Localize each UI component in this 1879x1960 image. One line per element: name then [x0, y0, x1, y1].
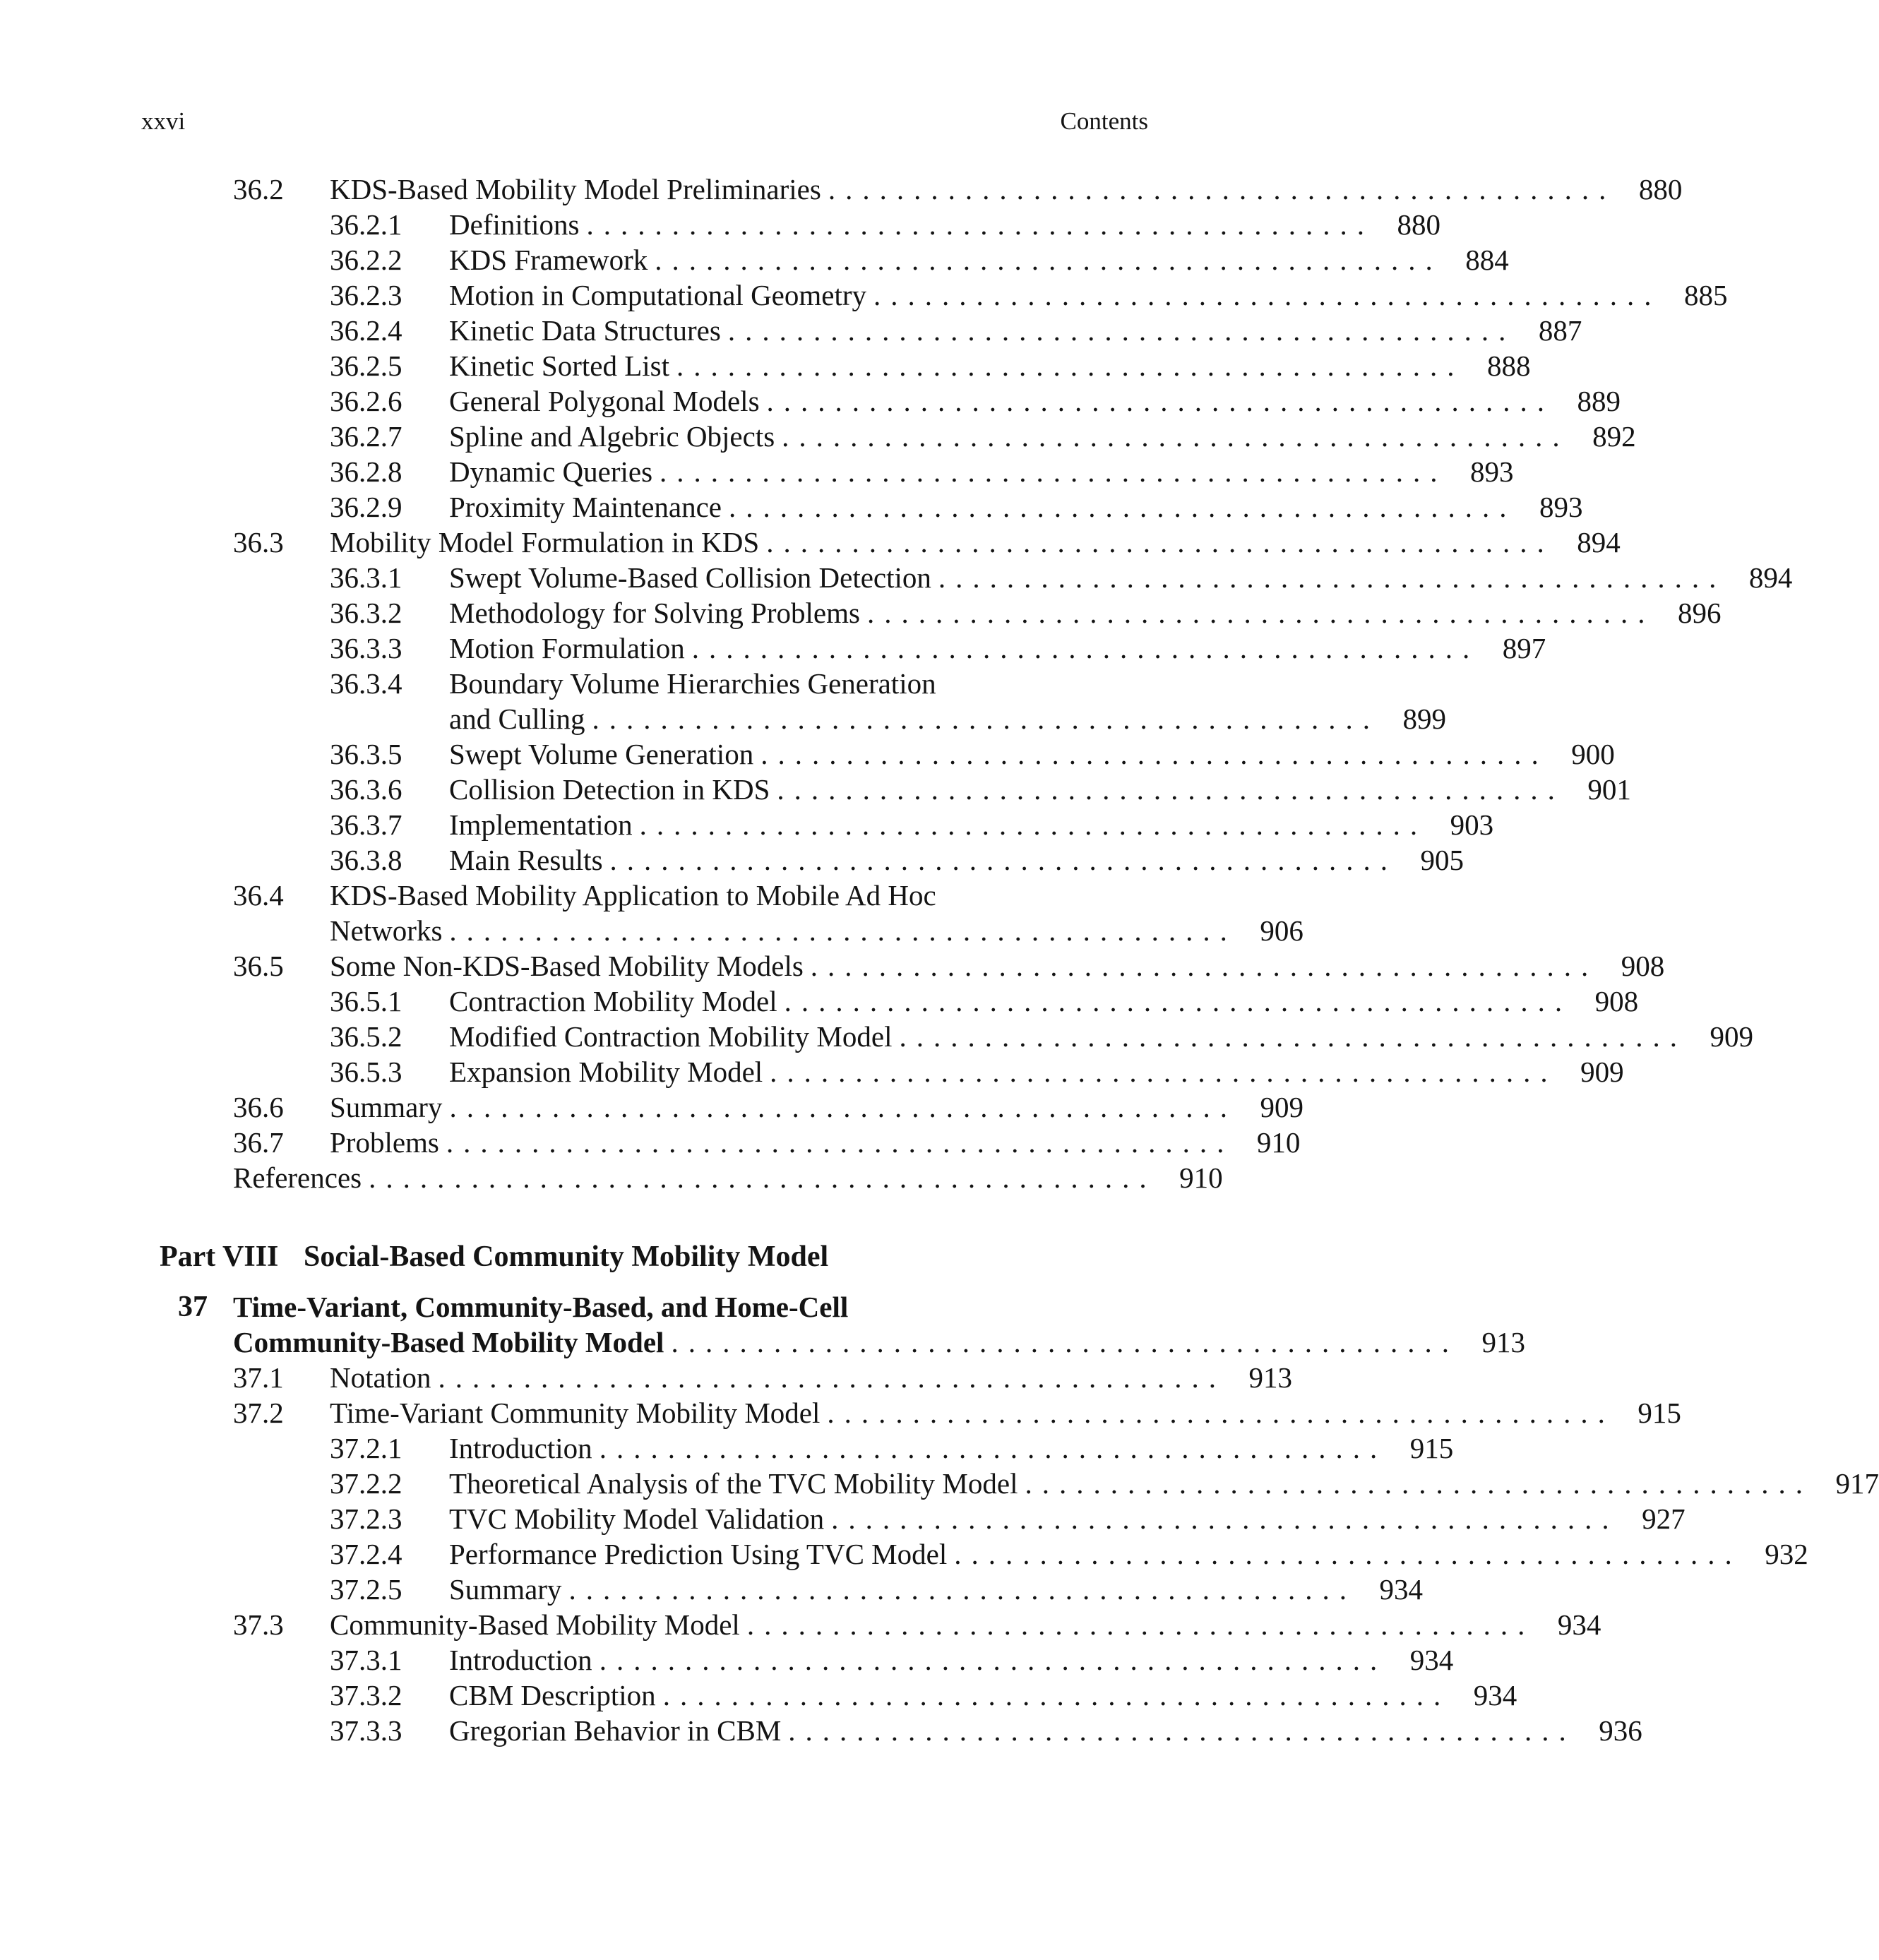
toc-entry[interactable]: 36.3.1 Swept Volume-Based Collision Detection .............................................. 894	[330, 561, 1793, 594]
chapter-number: 37	[178, 1291, 208, 1323]
page-number: xxvi	[141, 107, 186, 135]
part-title: Social-Based Community Mobility Model	[304, 1241, 829, 1273]
toc-entry[interactable]: 36.5.3 Expansion Mobility Model .............................................. 909	[330, 1056, 1624, 1088]
toc-entry[interactable]: 36.3.7 Implementation .............................................. 903	[330, 808, 1494, 841]
toc-entry[interactable]: 36.2.9 Proximity Maintenance .............................................. 893	[330, 491, 1583, 523]
part-label: Part VIII	[160, 1241, 279, 1273]
toc-entry[interactable]: 36.3.6 Collision Detection in KDS .............................................. 901	[330, 773, 1631, 806]
toc-entry[interactable]: 36.4 KDS-Based Mobility Application to Mobile Ad Hoc	[233, 879, 936, 912]
toc-entry[interactable]: 37.2.5 Summary .............................................. 934	[330, 1573, 1423, 1606]
toc-entry[interactable]: 36.2.1 Definitions .............................................. 880	[330, 208, 1440, 241]
toc-entry[interactable]: 36.2 KDS-Based Mobility Model Preliminaries .............................................. 880	[233, 173, 1683, 205]
running-title: Contents	[1060, 107, 1148, 135]
toc-entry[interactable]: 36.2.5 Kinetic Sorted List .............................................. 888	[330, 349, 1531, 382]
toc-entry[interactable]: 36.6 Summary .............................................. 909	[233, 1091, 1304, 1123]
toc-entry[interactable]: 36.2.3 Motion in Computational Geometry .............................................. 885	[330, 279, 1728, 311]
toc-entry[interactable]: 37.3 Community-Based Mobility Model .............................................. 934	[233, 1608, 1601, 1641]
toc-entry[interactable]: 36.5 Some Non-KDS-Based Mobility Models .............................................. 908	[233, 950, 1665, 982]
toc-entry[interactable]: 36.2.8 Dynamic Queries .............................................. 893	[330, 455, 1514, 488]
toc-entry[interactable]: 37.2.1 Introduction .............................................. 915	[330, 1432, 1454, 1464]
toc-entry-continuation[interactable]: and Culling .............................................. 899	[449, 703, 1446, 735]
toc-entry[interactable]: 37.3.1 Introduction .............................................. 934	[330, 1644, 1454, 1676]
toc-entry[interactable]: 37.2.2 Theoretical Analysis of the TVC Mobility Model .............................................. 917	[330, 1467, 1879, 1500]
toc-entry[interactable]: 36.5.2 Modified Contraction Mobility Model .............................................. 909	[330, 1020, 1753, 1053]
toc-entry[interactable]: 37.2.3 TVC Mobility Model Validation .............................................. 927	[330, 1502, 1686, 1535]
toc-entry[interactable]: 36.3.4 Boundary Volume Hierarchies Generation	[330, 667, 936, 700]
toc-entry[interactable]: 36.2.7 Spline and Algebric Objects .............................................. 892	[330, 420, 1636, 453]
toc-entry[interactable]: 36.5.1 Contraction Mobility Model .............................................. 908	[330, 985, 1639, 1017]
chapter-title-line2[interactable]: Community-Based Mobility Model .............................................. 913	[233, 1326, 1525, 1358]
chapter-title-line1[interactable]: Time-Variant, Community-Based, and Home-Cell	[233, 1291, 849, 1323]
toc-entry[interactable]: 37.2.4 Performance Prediction Using TVC Model .............................................. 932	[330, 1538, 1808, 1570]
toc-entry-references[interactable]: References .............................................. 910	[233, 1161, 1223, 1194]
toc-entry[interactable]: 36.3.5 Swept Volume Generation .............................................. 900	[330, 738, 1615, 770]
toc-entry[interactable]: 36.2.6 General Polygonal Models .............................................. 889	[330, 385, 1621, 417]
toc-entry[interactable]: 36.3.8 Main Results .............................................. 905	[330, 844, 1465, 876]
toc-entry[interactable]: 37.3.2 CBM Description .............................................. 934	[330, 1679, 1517, 1711]
toc-entry[interactable]: 36.2.2 KDS Framework .............................................. 884	[330, 244, 1509, 276]
toc-entry[interactable]: 37.1 Notation .............................................. 913	[233, 1361, 1292, 1394]
toc-entry[interactable]: 36.3.3 Motion Formulation .............................................. 897	[330, 632, 1546, 664]
toc-entry[interactable]: 36.7 Problems .............................................. 910	[233, 1126, 1301, 1159]
toc-entry[interactable]: 37.3.3 Gregorian Behavior in CBM .............................................. 936	[330, 1714, 1642, 1747]
toc-entry[interactable]: 36.2.4 Kinetic Data Structures .............................................. 887	[330, 314, 1582, 347]
toc-entry[interactable]: 36.3.2 Methodology for Solving Problems .............................................. 896	[330, 597, 1722, 629]
toc-entry[interactable]: 37.2 Time-Variant Community Mobility Model .............................................. 915	[233, 1397, 1681, 1429]
toc-entry-continuation[interactable]: Networks .............................................. 906	[330, 914, 1304, 947]
toc-entry[interactable]: 36.3 Mobility Model Formulation in KDS .............................................. 894	[233, 526, 1621, 558]
